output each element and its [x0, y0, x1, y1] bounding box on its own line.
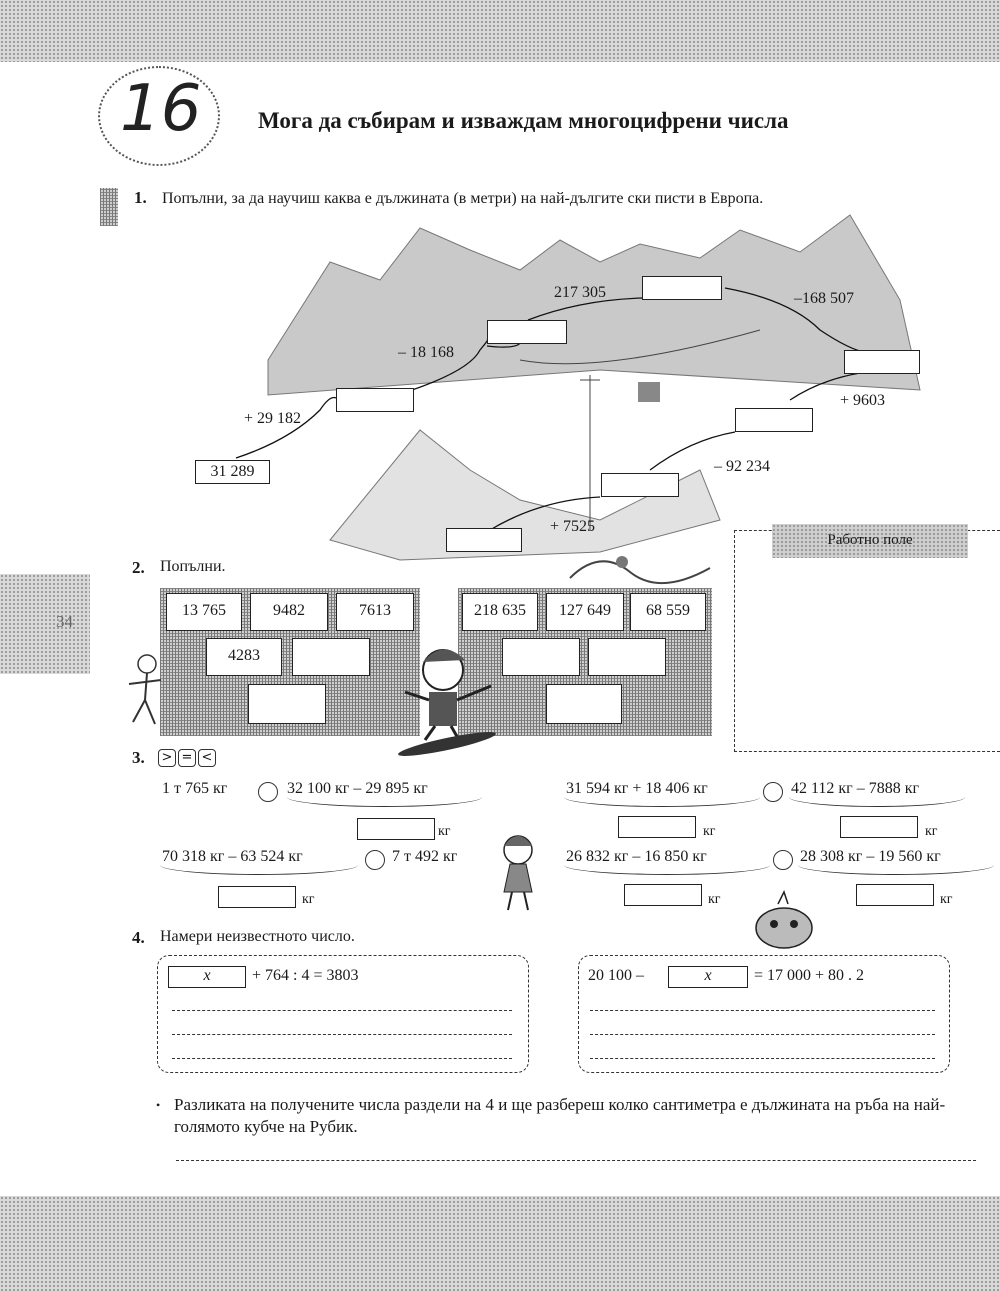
cmp1-answer[interactable]: [357, 818, 435, 840]
cmp2-right: 42 112 кг – 7888 кг: [791, 780, 920, 797]
eq2-left: 20 100 –: [588, 967, 644, 984]
chain-answer-box-3[interactable]: [642, 276, 722, 300]
task4-text: Намери неизвестното число.: [160, 928, 355, 945]
cable-car-icon: [638, 382, 660, 402]
cmp4-brace-right: [798, 865, 994, 875]
symbol-lt: <: [198, 749, 216, 767]
chain-answer-box-4[interactable]: [844, 350, 920, 374]
chain-op-6: – 92 234: [714, 458, 770, 475]
chain-op-4: –168 507: [794, 290, 854, 307]
wall-left-top-cell[interactable]: [248, 684, 326, 724]
eq1-unknown[interactable]: x: [168, 966, 246, 988]
wall-right-top-cell[interactable]: [546, 684, 622, 724]
cmp2-brace-right: [789, 797, 965, 807]
cmp4-answer-left[interactable]: [624, 884, 702, 906]
wall-right-cell-3: 68 559: [630, 593, 706, 631]
chain-answer-box-2[interactable]: [487, 320, 567, 344]
cmp2-unit-left: кг: [703, 824, 716, 839]
chain-start-value: 31 289: [195, 460, 270, 484]
page-title: Мога да събирам и изваждам многоцифрени числа: [258, 108, 789, 133]
wall-left-cell-4: 4283: [206, 638, 282, 676]
wall-left-cell-3: 7613: [336, 593, 414, 631]
symbol-eq: =: [178, 749, 196, 767]
comparison-symbols: [158, 748, 218, 767]
eq1-line-1[interactable]: [172, 1010, 512, 1011]
cmp1-brace: [287, 797, 482, 807]
wall-left-cell-5[interactable]: [292, 638, 370, 676]
eq1-line-3[interactable]: [172, 1058, 512, 1059]
cmp2-answer-left[interactable]: [618, 816, 696, 838]
bottom-decor-band: [0, 1196, 1000, 1291]
cmp4-unit-left: кг: [708, 892, 721, 907]
work-area: [734, 530, 1000, 752]
cmp4-right: 28 308 кг – 19 560 кг: [800, 848, 941, 865]
eq2-line-3[interactable]: [590, 1058, 935, 1059]
cmp2-circle[interactable]: [763, 782, 783, 802]
cmp4-circle[interactable]: [773, 850, 793, 870]
cmp3-right: 7 т 492 кг: [392, 848, 458, 865]
cmp2-left: 31 594 кг + 18 406 кг: [566, 780, 708, 797]
cmp2-answer-right[interactable]: [840, 816, 918, 838]
eq1-line-2[interactable]: [172, 1034, 512, 1035]
lesson-number: 16: [120, 72, 202, 146]
cartoon-character-icon: [115, 650, 175, 730]
chain-answer-box-1[interactable]: [336, 388, 414, 412]
cmp4-answer-right[interactable]: [856, 884, 934, 906]
ski-mountains-illustration: [0, 0, 1000, 570]
penguin-doodle-icon: [560, 548, 720, 588]
note-bullet-icon: •: [156, 1098, 161, 1112]
cmp2-unit-right: кг: [925, 824, 938, 839]
note-answer-line[interactable]: [176, 1160, 976, 1161]
wall-right-cell-2: 127 649: [546, 593, 624, 631]
task3-number: 3.: [132, 748, 145, 767]
cmp4-unit-right: кг: [940, 892, 953, 907]
task1-number: 1.: [134, 188, 147, 207]
cmp2-brace-left: [564, 797, 760, 807]
chain-op-5: + 9603: [840, 392, 886, 409]
chain-op-7: + 7525: [550, 518, 596, 535]
monster-cartoon-icon: [748, 890, 820, 950]
chain-answer-box-6[interactable]: [601, 473, 679, 497]
chain-answer-box-7[interactable]: [446, 528, 522, 552]
task2-number: 2.: [132, 558, 145, 577]
chain-op-3: 217 305: [554, 284, 606, 301]
cmp3-brace: [160, 865, 358, 875]
cmp3-unit: кг: [302, 892, 315, 907]
snowboarder-icon: [395, 640, 505, 760]
task2-text: Попълни.: [160, 558, 226, 575]
cmp1-left: 1 т 765 кг: [162, 780, 228, 797]
cmp3-circle[interactable]: [365, 850, 385, 870]
eq2-line-2[interactable]: [590, 1034, 935, 1035]
cmp3-left: 70 318 кг – 63 524 кг: [162, 848, 303, 865]
chain-op-2: – 18 168: [398, 344, 454, 361]
eq2-line-1[interactable]: [590, 1010, 935, 1011]
girl-cartoon-icon: [488, 826, 550, 916]
wall-left-cell-1: 13 765: [166, 593, 242, 631]
task4-number: 4.: [132, 928, 145, 947]
wall-right-cell-1: 218 635: [462, 593, 538, 631]
wall-right-cell-5[interactable]: [588, 638, 666, 676]
cmp4-brace-left: [564, 865, 770, 875]
chain-answer-box-5[interactable]: [735, 408, 813, 432]
cmp3-answer[interactable]: [218, 886, 296, 908]
page-number-tab: [0, 574, 90, 674]
work-area-title: Работно поле: [772, 524, 968, 558]
cmp1-circle[interactable]: [258, 782, 278, 802]
task4-note: Разликата на получените числа раздели на 4 и ще разбереш колко сантиметра е дължината на ръба на най-голямото кубче на Рубик.: [174, 1095, 946, 1136]
cmp4-left: 26 832 кг – 16 850 кг: [566, 848, 707, 865]
eq2-expression: = 17 000 + 80 . 2: [754, 967, 865, 984]
cmp1-unit: кг: [438, 824, 451, 839]
eq1-expression: + 764 : 4 = 3803: [252, 967, 359, 984]
cmp1-right: 32 100 кг – 29 895 кг: [287, 780, 428, 797]
symbol-gt: >: [158, 749, 176, 767]
wall-right-cell-4[interactable]: [502, 638, 580, 676]
eq2-unknown[interactable]: x: [668, 966, 748, 988]
task1-text: Попълни, за да научиш каква е дължината (в метри) на най-дългите ски писти в Европа.: [162, 190, 764, 207]
chain-op-1: + 29 182: [244, 410, 302, 427]
wall-left-cell-2: 9482: [250, 593, 328, 631]
page-number: 34: [56, 612, 73, 631]
